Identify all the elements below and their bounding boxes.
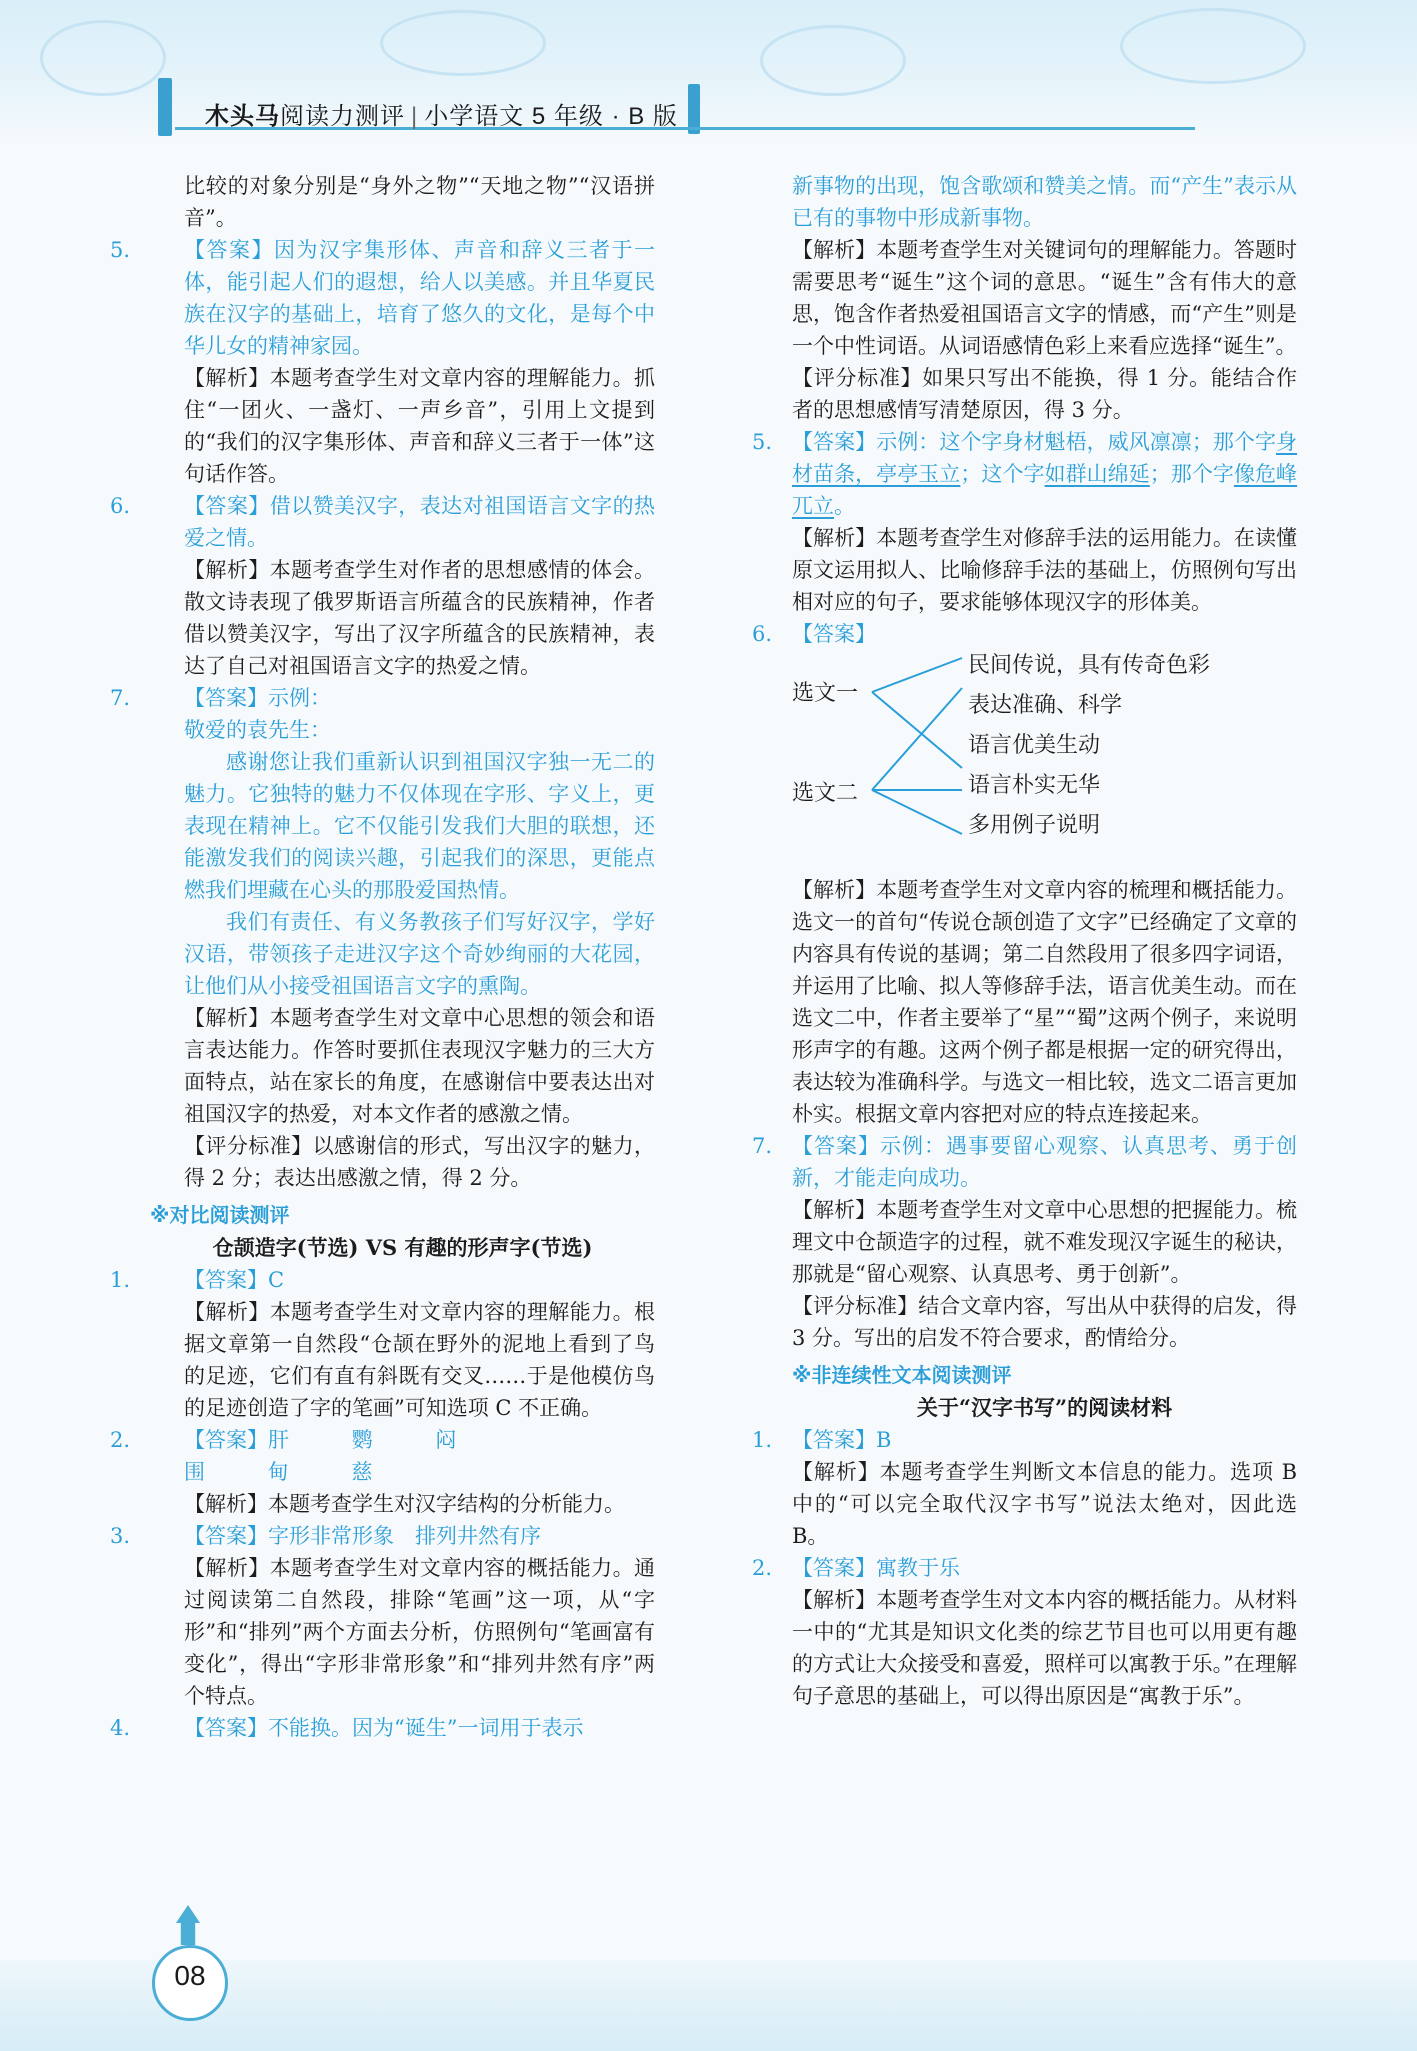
analysis-body: 本题考查学生对汉字结构的分析能力。: [268, 1492, 625, 1516]
analysis-body: 本题考查学生对修辞手法的运用能力。在读懂原文运用拟人、比喻修辞手法的基础上，仿照例句写出相对应的句子，要求能够体现汉字的形体美。: [792, 526, 1298, 614]
scoring-body: 以感谢信的形式，写出汉字的魅力，得 2 分；表达出感激之情，得 2 分。: [184, 1134, 656, 1190]
analysis-tag: 【解析】: [184, 1556, 270, 1580]
answer-sentence-3: ；这个字: [960, 462, 1045, 486]
item-number: 7.: [752, 1134, 773, 1158]
analysis-body: 本题考查学生对文章中心思想的领会和语言表达能力。作答时要抓住表现汉字魅力的三大方面特点，站在家长的角度，在感谢信中要表达出对祖国汉字的热爱，对本文作者的感激之情。: [184, 1006, 656, 1126]
answer-item-c2: [110, 1424, 655, 1520]
pagoda-icon: [176, 1905, 200, 1945]
page-number: 08: [174, 1960, 206, 1991]
diagram-right-label-4: 语言朴实无华: [968, 773, 1101, 798]
item-number: 6.: [752, 622, 773, 646]
answer-example: 示例：: [268, 686, 331, 710]
section-title: 关于“汉字书写”的阅读材料: [916, 1395, 1173, 1420]
diagram-right-label-3: 语言优美生动: [968, 733, 1101, 758]
diagram-right-label-5: 多用例子说明: [968, 813, 1101, 838]
cloud-decoration: [760, 25, 906, 96]
cloud-decoration: [1120, 8, 1306, 84]
analysis-text: [792, 1584, 1297, 1712]
answer-item-6: [110, 490, 656, 682]
answer-tag: 【答案】: [792, 1134, 880, 1158]
item-number: 1.: [752, 1428, 773, 1452]
series-name: 阅读力测评: [280, 103, 405, 130]
item-number: 3.: [110, 1524, 131, 1548]
analysis-text: [792, 1456, 1297, 1552]
item-number: 5.: [752, 430, 773, 454]
scoring-tag: 【评分标准】: [792, 366, 923, 390]
answer-text: [792, 1424, 1297, 1456]
answer-text: [150, 1264, 655, 1296]
answer-underline-3: 像危峰兀立: [792, 462, 1298, 518]
answer-tag: 【答案】: [792, 1556, 876, 1580]
answer-text: [150, 682, 655, 714]
analysis-tag: 【解析】: [792, 1588, 877, 1612]
diagram-right-label-2: 表达准确、科学: [968, 693, 1123, 718]
diagram-left-label-2: 选文二: [792, 781, 859, 806]
edition-label: 小学语文 5 年级 · B 版: [424, 103, 678, 130]
answer-item-n1: [752, 1424, 1298, 1552]
intro-text: 比较的对象分别是“身外之物”“天地之物”“汉语拼音”。: [184, 174, 655, 230]
section-title: 仓颉造字(节选) VS 有趣的形声字(节选): [212, 1235, 593, 1260]
answer-part-a: 字形非常形象: [268, 1524, 394, 1548]
answer-tag: 【答案】: [184, 1524, 268, 1548]
answer-item-5: [110, 234, 656, 490]
answer-text: [150, 1424, 655, 1456]
answer-sentence-2: 那个字: [1212, 430, 1277, 454]
analysis-text: [792, 522, 1297, 618]
answer-chars-row-1: 肝 鹦 闷: [268, 1428, 485, 1452]
answer-text: [792, 1130, 1297, 1194]
analysis-body: 本题考查学生对文章内容的概括能力。通过阅读第二自然段，排除“笔画”这一项，从“字形”和“排列”两个方面去分析，仿照例句“笔画富有变化”，得出“字形非常形象”和“排列井然有序”两个特点。: [184, 1556, 656, 1708]
scoring-tag: 【评分标准】: [184, 1134, 313, 1158]
running-header: [205, 96, 678, 131]
answer-end: 。: [834, 494, 855, 518]
scoring-tag: 【评分标准】: [792, 1294, 919, 1318]
analysis-body: 本题考查学生对文本内容的概括能力。从材料一中的“尤其是知识文化类的综艺节目也可以用更有趣的方式让大众接受和喜爱，照样可以寓教于乐。”在理解句子意思的基础上，可以得出原因是“寓教于乐”。: [792, 1588, 1298, 1708]
answer-part-b: 排列井然有序: [415, 1524, 541, 1548]
section-heading: ※非连续性文本阅读测评: [792, 1365, 1012, 1387]
answer-tag: 【答案】: [184, 686, 268, 710]
analysis-tag: 【解析】: [792, 1460, 880, 1484]
answer-underline-2: 如群山绵延: [1044, 462, 1150, 486]
header-separator: |: [411, 103, 419, 130]
analysis-text: [150, 1002, 655, 1130]
answer-item-7: [110, 682, 656, 1194]
cloud-decoration: [40, 20, 166, 96]
match-line: [872, 658, 962, 692]
answer-text: [792, 1552, 1297, 1584]
scoring-body: 结合文章内容，写出从中获得的启发，得 3 分。写出的启发不符合要求，酌情给分。: [792, 1294, 1298, 1350]
answer-tag: 【答案】: [792, 430, 877, 454]
item-number: 7.: [110, 686, 131, 710]
analysis-body: 本题考查学生对文章中心思想的把握能力。梳理文中仓颉造字的过程，就不难发现汉字诞生的秘诀，那就是“留心观察、认真思考、勇于创新”。: [792, 1198, 1298, 1286]
header-ornament-left: [158, 78, 172, 136]
item-number: 2.: [110, 1428, 131, 1452]
answer-item-n2: [752, 1552, 1298, 1712]
item-number: 5.: [110, 238, 131, 262]
analysis-body: 本题考查学生判断文本信息的能力。选项 B 中的“可以完全取代汉字书写”说法太绝对，因此选 B。: [792, 1460, 1298, 1548]
answer-text: [792, 426, 1297, 522]
item-number: 6.: [110, 494, 131, 518]
answer-item-c3: [110, 1520, 656, 1712]
answer-text: [150, 1520, 655, 1552]
answer-text: [150, 1456, 655, 1488]
analysis-tag: 【解析】: [792, 878, 877, 902]
answer-underline-1: 身材苗条，亭亭玉立: [792, 430, 1298, 486]
analysis-text: [150, 362, 655, 490]
brand-name: 木头马: [205, 103, 280, 130]
answer-body: B: [876, 1428, 892, 1452]
answer-body: 因为汉字集形体、声音和辞义三者于一体，能引起人们的遐想，给人以美感。并且华夏民族在汉字的基础上，培育了悠久的文化，是每个中华儿女的精神家园。: [184, 238, 655, 358]
answer-tag: 【答案】: [792, 1428, 876, 1452]
analysis-body: 本题考查学生对文章内容的理解能力。根据文章第一自然段“仓颉在野外的泥地上看到了鸟的足迹，它们有直有斜既有交叉……于是他模仿鸟的足迹创造了字的笔画”可知选项 C 不正确。: [184, 1300, 656, 1420]
diagram-right-label-1: 民间传说，具有传奇色彩: [968, 653, 1211, 678]
analysis-tag: 【解析】: [184, 1492, 268, 1516]
matching-lines: [792, 652, 1297, 872]
analysis-tag: 【解析】: [792, 1198, 877, 1222]
answer-chars-row-2: 围 甸 慈: [184, 1460, 401, 1484]
analysis-tag: 【解析】: [184, 558, 270, 582]
answer-text: [150, 234, 655, 362]
answer-item-r7: [752, 1130, 1298, 1354]
analysis-text: [150, 1488, 655, 1520]
match-line: [872, 790, 962, 834]
analysis-text: [150, 1552, 655, 1712]
answer-body: 寓教于乐: [876, 1556, 960, 1580]
item-number: 1.: [110, 1268, 131, 1292]
answer-body: 不能换。因为“诞生”一词用于表示: [268, 1716, 584, 1740]
left-column: [110, 170, 656, 1744]
answer-item-c4: [110, 1712, 655, 1744]
answer-body: C: [268, 1268, 285, 1292]
letter-paragraph-2: 我们有责任、有义务教孩子们写好汉字，学好汉语，带领孩子走进汉字这个奇妙绚丽的大花园，让他们从小接受祖国语言文字的熏陶。: [184, 910, 655, 998]
analysis-body: 本题考查学生对文章内容的理解能力。抓住“一团火、一盏灯、一声乡音”，引用上文提到的“我们的汉字集形体、声音和辞义三者于一体”这句话作答。: [184, 366, 656, 486]
analysis-body: 本题考查学生对关键词句的理解能力。答题时需要思考“诞生”这个词的意思。“诞生”含有伟大的意思，饱含作者热爱祖国语言文字的情感，而“产生”则是一个中性词语。从词语感情色彩上来看应选择“诞生”。: [792, 238, 1298, 358]
analysis-text: [792, 1194, 1297, 1290]
analysis-tag: 【解析】: [184, 1006, 270, 1030]
scoring-body: 如果只写出不能换，得 1 分。能结合作者的思想感情写清楚原因，得 3 分。: [792, 366, 1297, 422]
item-number: 4.: [110, 1716, 131, 1740]
answer-tag: 【答案】: [184, 1268, 268, 1292]
answer-sentence-1: 示例：这个字身材魁梧，威风凛凛；: [876, 430, 1213, 454]
analysis-text: [150, 554, 655, 682]
answer-tag: 【答案】: [184, 494, 270, 518]
scoring-text: [150, 1130, 655, 1194]
scoring-text: [792, 362, 1297, 426]
answer-sentence-4: ；那个字: [1149, 462, 1234, 486]
analysis-text: [792, 874, 1297, 1130]
answer-tag: 【答案】: [184, 1428, 268, 1452]
answer-item-r5: [752, 426, 1298, 618]
analysis-text: [792, 234, 1297, 362]
letter-greeting: 敬爱的袁先生：: [184, 718, 331, 742]
answer-continuation: 新事物的出现，饱含歌颂和赞美之情。而“产生”表示从已有的事物中形成新事物。: [792, 174, 1297, 230]
matching-diagram: [792, 652, 1297, 872]
right-column: [752, 170, 1298, 1712]
analysis-body: 本题考查学生对作者的思想感情的体会。散文诗表现了俄罗斯语言所蕴含的民族精神，作者借以赞美汉字，写出了汉字所蕴含的民族精神，表达了自己对祖国语言文字的热爱之情。: [184, 558, 656, 678]
answer-body: 借以赞美汉字，表达对祖国语言文字的热爱之情。: [184, 494, 656, 550]
answer-text: [150, 1712, 655, 1744]
answer-body: 示例：遇事要留心观察、认真思考、勇于创新，才能走向成功。: [792, 1134, 1297, 1190]
analysis-tag: 【解析】: [792, 526, 877, 550]
answer-tag: 【答案】: [184, 1716, 268, 1740]
answer-tag: 【答案】: [184, 238, 274, 262]
analysis-tag: 【解析】: [184, 1300, 270, 1324]
section-heading: ※对比阅读测评: [150, 1205, 290, 1227]
item-number: 2.: [752, 1556, 773, 1580]
scoring-text: [792, 1290, 1297, 1354]
analysis-tag: 【解析】: [792, 238, 877, 262]
analysis-text: [150, 1296, 655, 1424]
answer-text: [150, 490, 655, 554]
analysis-tag: 【解析】: [184, 366, 270, 390]
answer-tag: 【答案】: [792, 622, 876, 646]
cloud-decoration: [380, 10, 546, 76]
diagram-left-label-1: 选文一: [792, 681, 859, 706]
answer-item-r6: [752, 618, 1298, 1130]
answer-item-c1: [110, 1264, 656, 1424]
letter-paragraph-1: 感谢您让我们重新认识到祖国汉字独一无二的魅力。它独特的魅力不仅体现在字形、字义上，更表现在精神上。它不仅能引发我们大胆的联想，还能激发我们的阅读兴趣，引起我们的深思，更能点燃我们埋藏在心头的那股爱国热情。: [184, 750, 655, 902]
analysis-body: 本题考查学生对文章内容的梳理和概括能力。选文一的首句“传说仓颉创造了文字”已经确定了文章的内容具有传说的基调；第二自然段用了很多四字词语，并运用了比喻、拟人等修辞手法，语言优美生动。而在选文二中，作者主要举了“星”“蜀”这两个例子，来说明形声字的有趣。这两个例子都是根据一定的研究得出，表达较为准确科学。与选文一相比较，选文二语言更加朴实。根据文章内容把对应的特点连接起来。: [792, 878, 1298, 1126]
